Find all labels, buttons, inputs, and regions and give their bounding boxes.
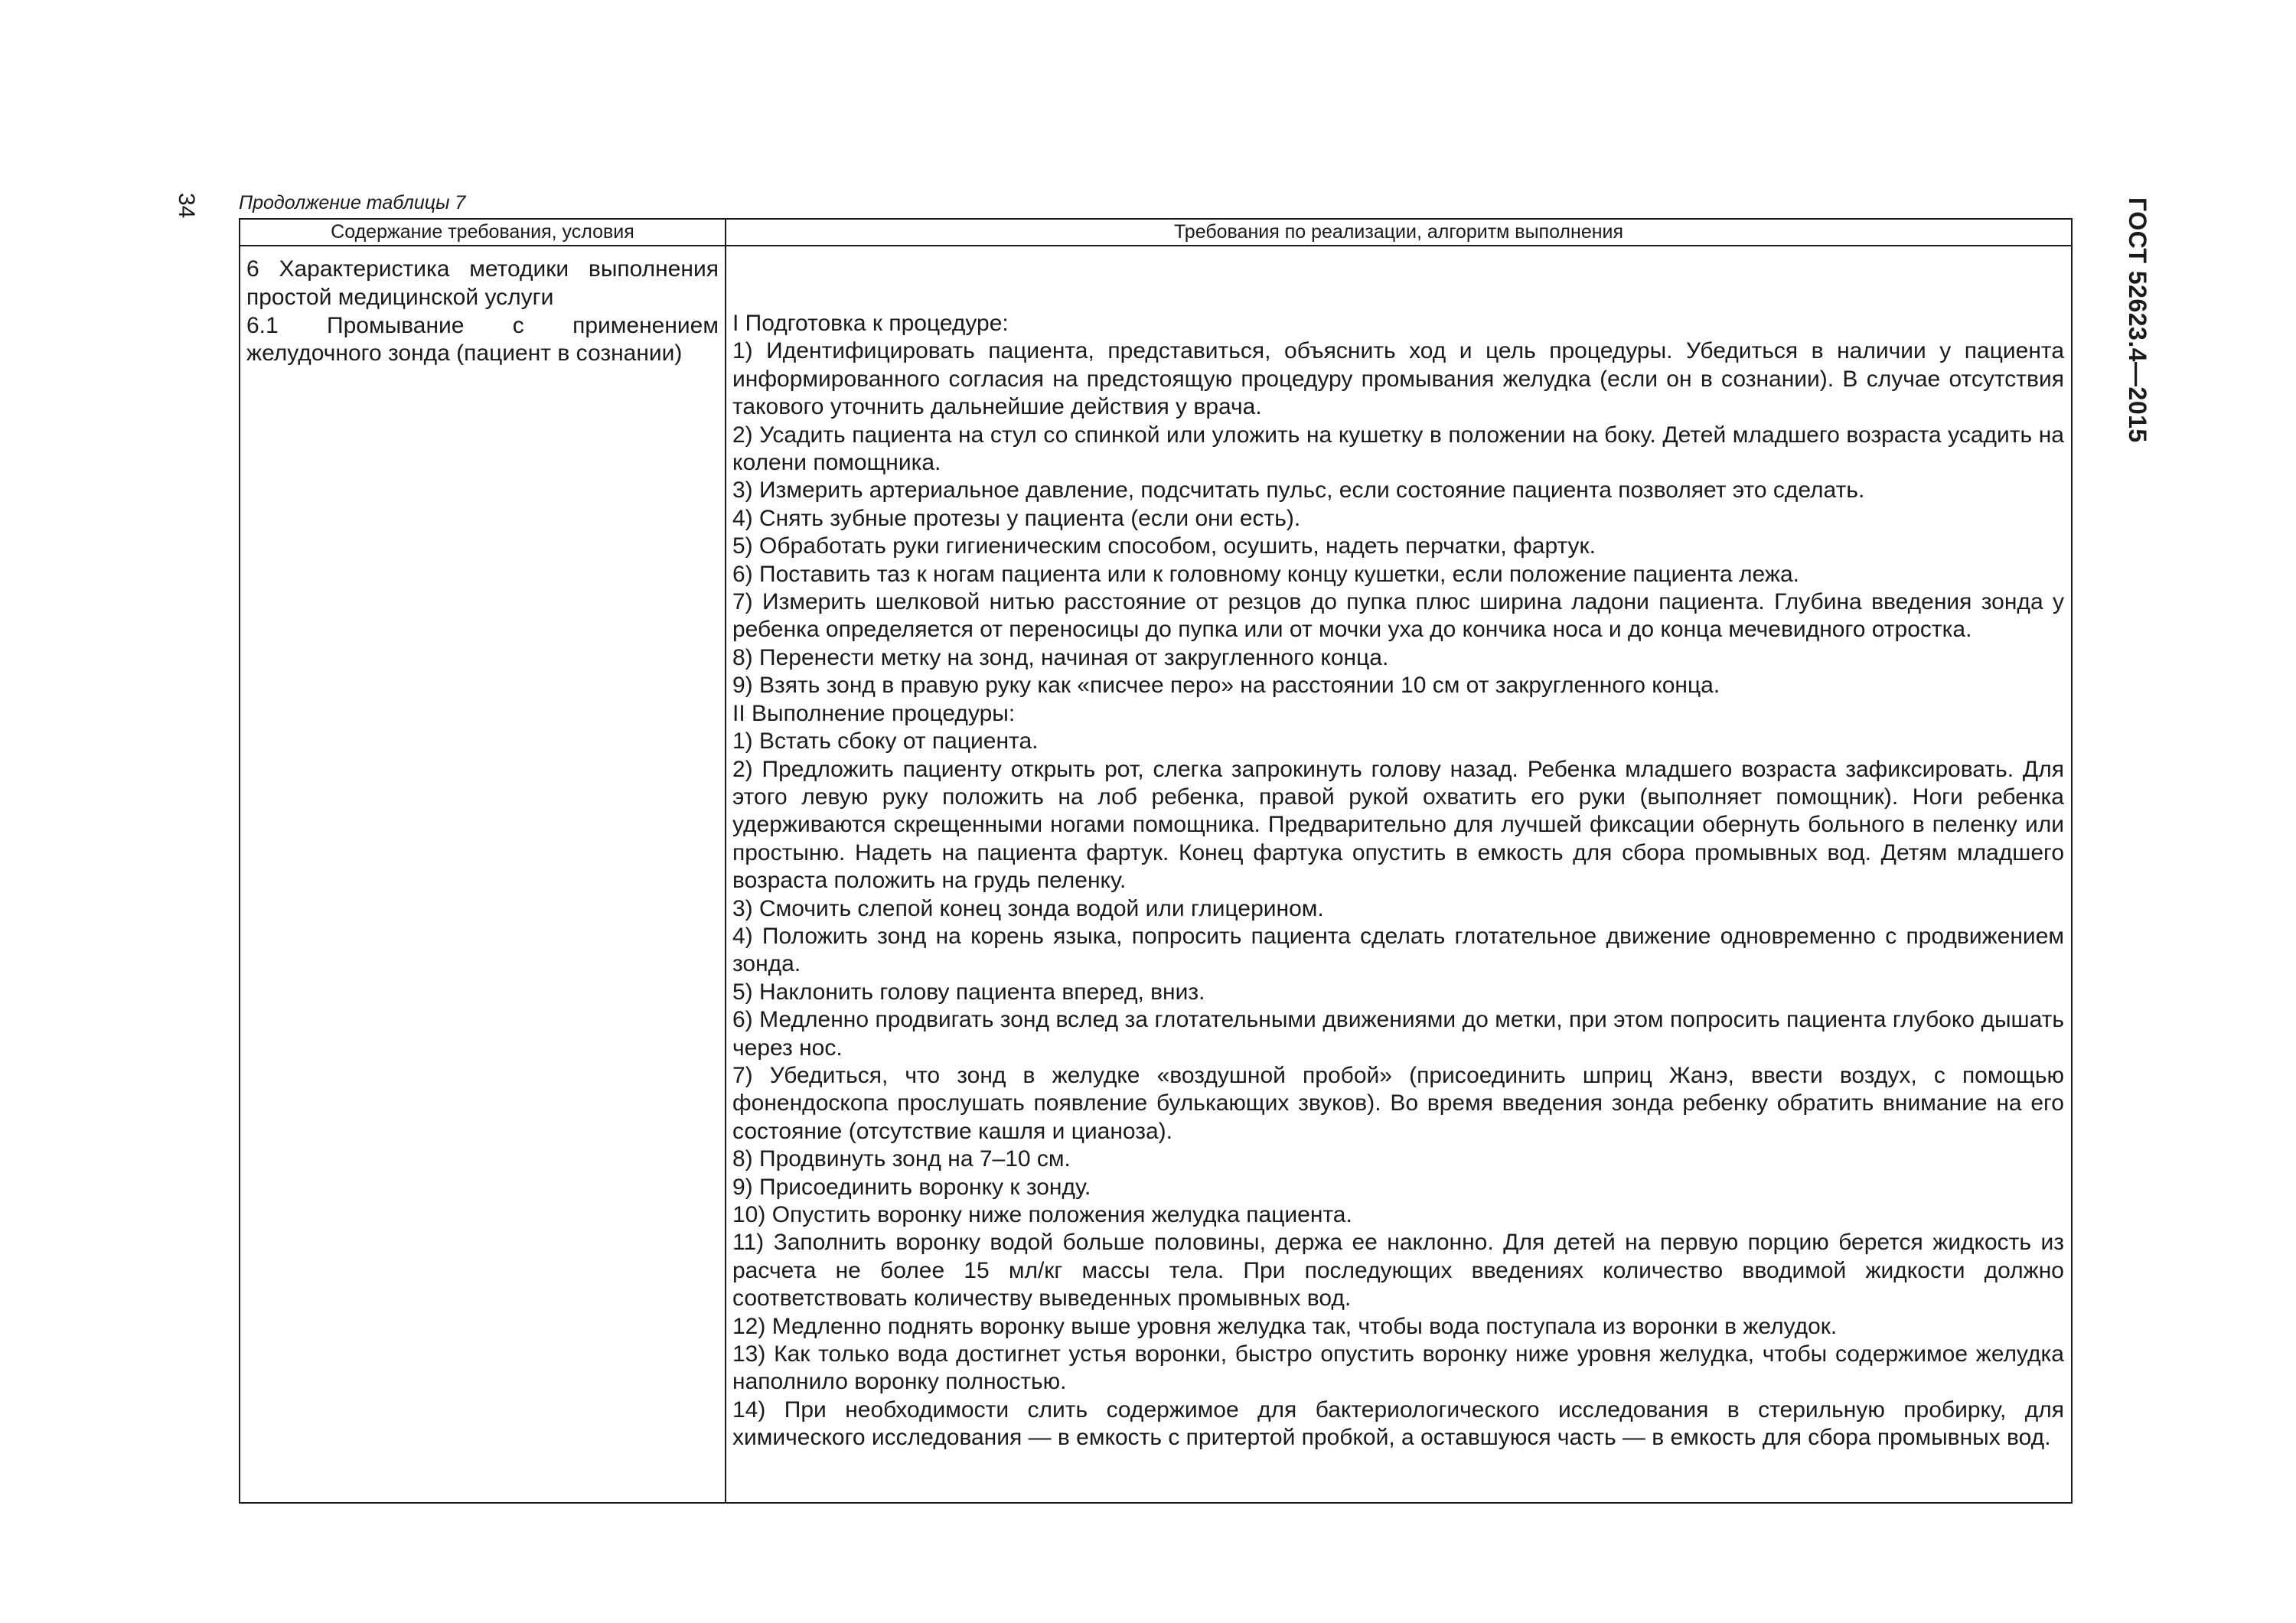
table-caption: Продолжение таблицы 7 <box>239 192 466 213</box>
section-title: 6 Характеристика методики выполнения простой медицинской услуги <box>246 256 719 310</box>
step-item: 4) Положить зонд на корень языка, попросить пациента сделать глотательное движение одновременно с продвижением зонда. <box>732 923 2064 977</box>
step-item: 7) Измерить шелковой нитью расстояние от резцов до пупка плюс ширина ладони пациента. Глубина введения зонда у ребенка определяется от переносицы до пупка или от мочки уха до кончика носа и до конца мечевидного отростка. <box>732 589 2064 643</box>
step-item: 6) Поставить таз к ногам пациента или к головному концу кушетки, если положение пациента лежа. <box>732 561 1799 587</box>
step-item: 1) Идентифицировать пациента, представиться, объяснить ход и цель процедуры. Убедиться в наличии у пациента информированного согласия на предстоящую процедуру промывания желудка (если он в сознании). В случае отсутствия такового уточнить дальнейшие действия у врача. <box>732 338 2064 420</box>
step-item: 13) Как только вода достигнет устья воронки, быстро опустить воронку ниже уровня желудка, чтобы содержимое желудка наполнило воронку полностью. <box>732 1341 2064 1395</box>
step-item: 6) Медленно продвигать зонд вслед за глотательными движениями до метки, при этом попросить пациента глубоко дышать через нос. <box>732 1007 2064 1061</box>
step-item: 11) Заполнить воронку водой больше половины, держа ее наклонно. Для детей на первую порцию берется жидкость из расчета не более 15 мл/кг массы тела. При последующих введениях количество вводимой жидкости должно соответствовать количеству выведенных промывных вод. <box>732 1230 2064 1312</box>
document-id: ГОСТ 52623.4—2015 <box>2124 197 2151 443</box>
step-item: 5) Наклонить голову пациента вперед, вниз. <box>732 979 1205 1005</box>
requirements-table <box>239 218 2073 1504</box>
column-divider <box>725 220 726 1502</box>
column-header-conditions: Содержание требования, условия <box>331 221 634 243</box>
step-item: 3) Измерить артериальное давление, подсчитать пульс, если состояние пациента позволяет это сделать. <box>732 477 1865 504</box>
stage-heading: I Подготовка к процедуре: <box>732 311 1009 336</box>
stage-heading: II Выполнение процедуры: <box>732 700 1016 726</box>
subsection-title: 6.1 Промывание с применением желудочного зонда (пациент в сознании) <box>246 312 719 367</box>
step-item: 2) Усадить пациента на стул со спинкой или уложить на кушетку в положении на боку. Детей младшего возраста усадить на колени помощника. <box>732 422 2064 476</box>
step-item: 8) Продвинуть зонд на 7–10 см. <box>732 1146 1071 1172</box>
step-item: 8) Перенести метку на зонд, начиная от закругленного конца. <box>732 644 1389 670</box>
step-item: 14) При необходимости слить содержимое для бактериологического исследования в стерильную пробирку, для химического исследования — в емкость с притертой пробкой, а оставшуюся часть — в емкость для сбора промывных вод. <box>732 1396 2064 1451</box>
step-item: 3) Смочить слепой конец зонда водой или глицерином. <box>732 895 1324 921</box>
step-item: 9) Присоединить воронку к зонду. <box>732 1174 1091 1200</box>
step-item: 12) Медленно поднять воронку выше уровня желудка так, чтобы вода поступала из воронки в желудок. <box>732 1313 1838 1339</box>
algorithm-cell <box>732 310 2064 1452</box>
conditions-cell <box>246 256 719 368</box>
step-item: 10) Опустить воронку ниже положения желудка пациента. <box>732 1202 1352 1227</box>
step-item: 7) Убедиться, что зонд в желудке «воздушной пробой» (присоединить шприц Жанэ, ввести воздух, с помощью фонендоскопа прослушать появление булькающих звуков). Во время введения зонда ребенку обратить внимание на его состояние (отсутствие кашля и цианоза). <box>732 1062 2064 1144</box>
step-item: 1) Встать сбоку от пациента. <box>732 728 1039 754</box>
page-number: 34 <box>174 193 199 219</box>
step-item: 5) Обработать руки гигиеническим способом, осушить, надеть перчатки, фартук. <box>732 533 1596 559</box>
step-item: 9) Взять зонд в правую руку как «писчее перо» на расстоянии 10 см от закругленного конца. <box>732 673 1720 699</box>
column-header-algorithm: Требования по реализации, алгоритм выполнения <box>1173 221 1624 243</box>
header-divider <box>240 245 2071 246</box>
step-item: 4) Снять зубные протезы у пациента (если они есть). <box>732 505 1301 531</box>
step-item: 2) Предложить пациенту открыть рот, слегка запрокинуть голову назад. Ребенка младшего возраста зафиксировать. Для этого левую руку положить на лоб ребенка, правой рукой охватить его руки (выполняет помощник). Ноги ребенка удерживаются скрещенными ногами помощника. Предварительно для лучшей фиксации обернуть больного в пеленку или простыню. Надеть на пациента фартук. Конец фартука опустить в емкость для сбора промывных вод. Детям младшего возраста положить на грудь пеленку. <box>732 756 2064 894</box>
